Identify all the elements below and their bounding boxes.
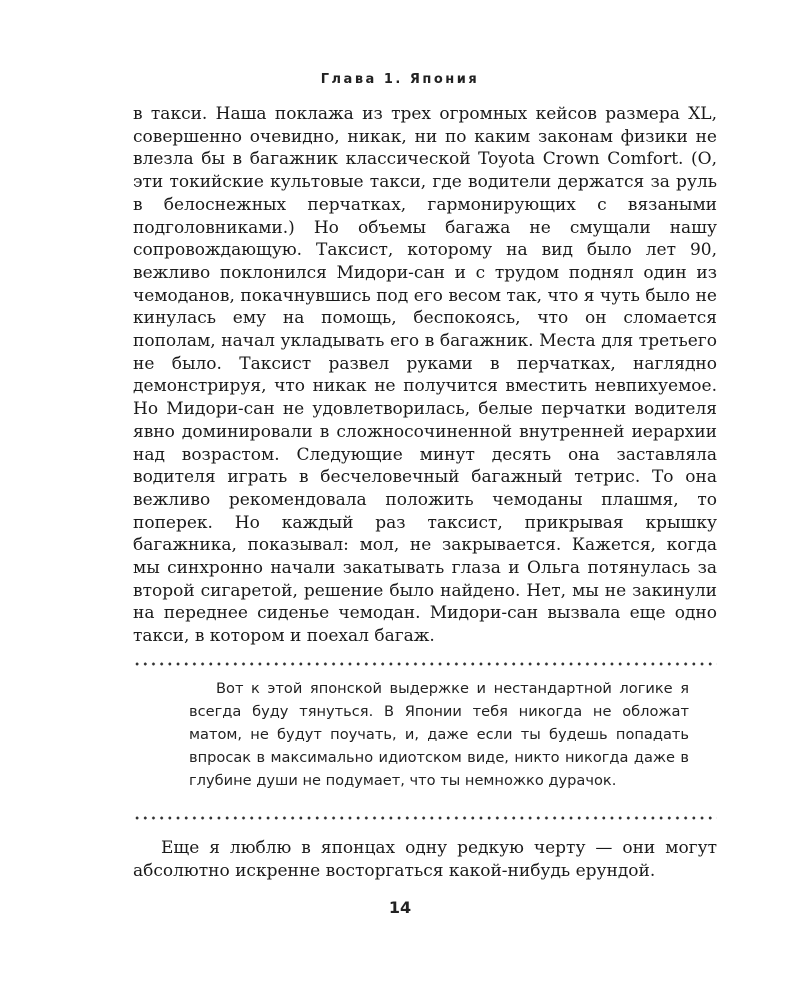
main-text-block <box>133 103 717 648</box>
callout-box <box>189 678 689 793</box>
running-header: Глава 1. Япония <box>320 72 480 87</box>
dotted-divider-top <box>133 662 717 666</box>
closing-text-block <box>133 837 717 882</box>
dotted-divider-bottom <box>133 816 717 820</box>
body-paragraph: в такси. Наша поклажа из трех огромных кейсов размера XL, совершенно очевидно, никак, ни по каким законам физики не влезла бы в багажник классической Toyota Crown Comfort. (О, эти токийские культовые такси, где водители держатся за руль в белоснежных перчатках, гармонирующих с вязаными подголовниками.) Но объемы багажа не смущали нашу сопровождающую. Таксист, которому на вид было лет 90, вежливо поклонился Мидори-сан и с трудом поднял один из чемоданов, покачнувшись под его весом так, что я чуть было не кинулась ему на помощь, беспокоясь, что он сломается пополам, начал укладывать его в багажник. Места для третьего не было. Таксист развел руками в перчатках, наглядно демонстрируя, что никак не получится вместить невпихуемое. Но Мидори-сан не удовлетворилась, белые перчатки водителя явно доминировали в сложносочиненной внутренней иерархии над возрастом. Следующие минут десять она заставляла водителя играть в бесчеловечный багажный тетрис. То она вежливо рекомендовала положить чемоданы плашмя, то поперек. Но каждый раз таксист, прикрывая крышку багажника, показывал: мол, не закрывается. Кажется, когда мы синхронно начали закатывать глаза и Ольга потянулась за второй сигаретой, решение было найдено. Нет, мы не закинули на переднее сиденье чемодан. Мидори-сан вызвала еще одно такси, в котором и поехал багаж. <box>133 104 717 647</box>
closing-paragraph: Еще я люблю в японцах одну редкую черту — они могут абсолютно искренне восторгаться какой-нибудь ерундой. <box>133 838 717 881</box>
page-number: 14 <box>388 898 412 917</box>
callout-text: Вот к этой японской выдержке и нестандартной логике я всегда буду тянуться. В Японии тебя никогда не обложат матом, не будут поучать, и, даже если ты будешь попадать впросак в максимально идиотском виде, никто никогда даже в глубине души не подумает, что ты немножко дурачок. <box>189 680 689 789</box>
